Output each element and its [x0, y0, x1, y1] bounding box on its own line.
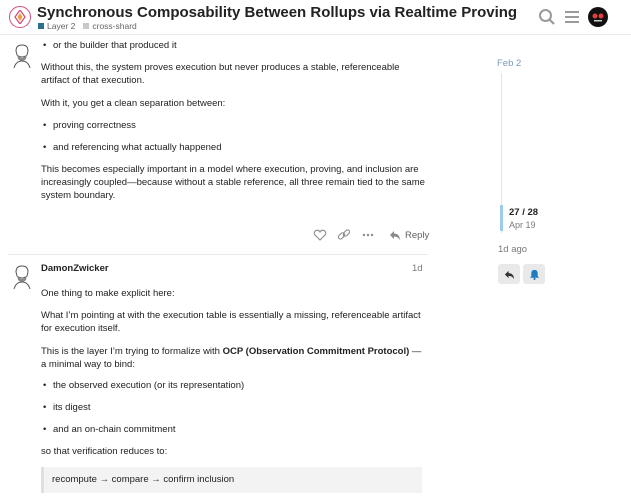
list-item: • or the builder that produced it — [53, 39, 177, 52]
avatar-face-icon — [590, 10, 606, 24]
code-block: recompute → compare → confirm inclusion — [41, 467, 422, 493]
like-heart-icon[interactable] — [313, 228, 327, 242]
topic-categories — [38, 21, 137, 31]
post-paragraph: Without this, the system proves execution but never produces a stable, referenceable artifact of that execution. — [41, 62, 400, 86]
bell-icon — [529, 269, 540, 280]
category-color-swatch — [38, 23, 44, 29]
timeline-position-date: Apr 19 — [509, 220, 536, 230]
tag-label: cross-shard — [92, 21, 137, 31]
list-item: • and referencing what actually happened — [53, 141, 221, 154]
post-date[interactable]: 1d — [412, 263, 423, 274]
list-item: • and an on-chain commitment — [53, 423, 176, 436]
user-avatar[interactable] — [588, 7, 608, 27]
post-paragraph: so that verification reduces to: — [41, 446, 168, 457]
site-logo[interactable] — [9, 6, 31, 28]
post-username[interactable]: DamonZwicker — [41, 263, 109, 274]
post-paragraph: This becomes especially important in a model where execution, proving, and inclusion are increasingly coupled—because without a stable reference, all three remain tied to the same system boundary. — [41, 164, 425, 201]
post-paragraph — [41, 345, 426, 371]
timeline-position: 27 / 28 — [509, 207, 539, 218]
post-paragraph: What I’m pointing at with the execution table is essentially a missing, referenceable artifact for execution itself. — [41, 310, 421, 334]
list-item: • the observed execution (or its representation) — [53, 379, 244, 392]
paragraph-text: This is the layer I’m trying to formalize with — [41, 346, 223, 357]
post-author-avatar[interactable] — [10, 263, 34, 289]
category-badge-layer2[interactable] — [38, 21, 75, 31]
topic-title[interactable]: Synchronous Composability Between Rollups via Realtime Proving — [37, 4, 518, 21]
notification-bell-button[interactable] — [523, 264, 545, 284]
timeline-start-date[interactable]: Feb 2 — [497, 58, 522, 69]
reply-button[interactable] — [389, 229, 429, 241]
timeline-scroll-handle[interactable] — [500, 205, 503, 231]
more-options-icon[interactable] — [361, 228, 375, 242]
reply-arrow-icon — [389, 229, 401, 241]
post-divider — [8, 254, 428, 255]
post-paragraph: One thing to make explicit here: — [41, 288, 175, 299]
tag-color-swatch — [83, 23, 89, 29]
paragraph-text: — a minimal way to bind: — [41, 346, 422, 370]
reply-label: Reply — [405, 229, 430, 241]
list-item: • proving correctness — [53, 119, 136, 132]
tag-cross-shard[interactable] — [83, 21, 136, 31]
ocp-bold-term: OCP (Observation Commitment Protocol) — [222, 346, 410, 357]
category-label: Layer 2 — [47, 21, 76, 31]
list-item: • its digest — [53, 401, 91, 414]
post-actions — [313, 228, 429, 242]
search-icon[interactable] — [538, 8, 556, 26]
timeline-reply-button[interactable] — [498, 264, 520, 284]
ethresear-logo-icon — [14, 10, 26, 24]
site-header — [0, 0, 631, 35]
post-author-avatar[interactable] — [10, 42, 34, 68]
post-paragraph: With it, you get a clean separation between: — [41, 98, 226, 109]
reply-arrow-icon — [504, 269, 515, 280]
timeline-last-activity[interactable]: 1d ago — [498, 244, 528, 255]
copy-link-icon[interactable] — [337, 228, 351, 242]
hamburger-menu-icon[interactable] — [563, 8, 581, 26]
